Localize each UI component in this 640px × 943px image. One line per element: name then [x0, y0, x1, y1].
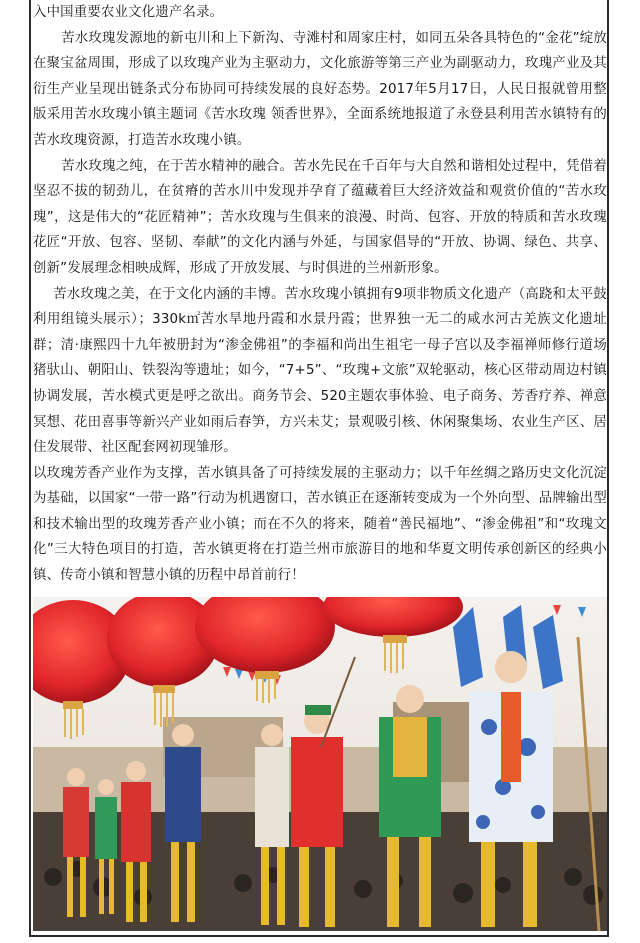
paragraph-golden-flowers: 苦水玫瑰发源地的新屯川和上下新沟、寺滩村和周家庄村，如同五朵各具特色的“金花”绽放在聚宝盆周围，形成了以玫瑰产业为主驱动力，文化旅游等第三产业为副驱动力，玫瑰产业及其衍生产业呈现出链条式分布协同可持续发展的良好态势。2017年5月17日，人民日报就曾用整版采用苦水玫瑰小镇主题词《苦水玫瑰 领香世界》，全面系统地报道了永登县利用苦水镇特有的苦水玫瑰资源，打造苦水玫瑰小镇。 — [33, 30, 607, 148]
paragraph-fragment: 入中国重要农业文化遗产名录。 — [33, 5, 224, 20]
paragraph-purity: 苦水玫瑰之纯，在于苦水精神的融合。苦水先民在千百年与大自然和谐相处过程中，凭借着坚忍不拔的韧劲儿，在贫瘠的苦水川中发现并孕育了蕴藏着巨大经济效益和观赏价值的“苦水玫瑰”，这是伟大的“花匠精神”；苦水玫瑰与生俱来的浪漫、时尚、包容、开放的特质和苦水玫瑰花匠“开放、包容、坚韧、奉献”的文化内涵与外延，与国家倡导的“开放、协调、绿色、共享、创新”发展理念相映成辉，形成了开放发展、与时俱进的兰州新形象。 — [33, 158, 607, 276]
paragraph-beauty: 苦水玫瑰之美，在于文化内涵的丰博。苦水玫瑰小镇拥有9项非物质文化遗产（高跷和太平鼓利用组镜头展示）；330k㎡苦水旱地丹霞和水景丹霞；世界独一无二的咸水河古羌族文化遗址群；清·康熙四十九年被册封为“渗金佛祖”的李福和尚出生祖宅一母子宫以及李福禅师修行道场猪驮山、朝阳山、铁裂沟等遗址；如今，“7+5”、“玫瑰+文旅”双轮驱动，核心区带动周边村镇协调发展，苦水模式更是呼之欲出。商务节会、520主题农事体验、电子商务、芳香疗养、禅意冥想、花田喜事等新兴产业如雨后春笋，方兴未艾；景观吸引核、休闲聚集场、农业生产区、居住发展带、社区配套网初现雏形。 — [33, 286, 607, 456]
paragraph-industry: 以玫瑰芳香产业作为支撑，苦水镇具备了可持续发展的主驱动力；以千年丝绸之路历史文化沉淀为基础，以国家“一带一路”行动为机遇窗口，苦水镇正在逐渐转变成为一个外向型、品牌输出型和技术输出型的玫瑰芳香产业小镇；而在不久的将来，随着“善民福地”、“渗金佛祖”和“玫瑰文化”三大特色项目的打造，苦水镇更将在打造兰州市旅游目的地和华夏文明传承创新区的经典小镇、传奇小镇和智慧小镇的历程中昂首前行！ — [33, 465, 607, 584]
stilt-performers-illustration — [33, 597, 607, 931]
article-body — [33, 0, 607, 589]
festival-photo — [33, 597, 607, 931]
